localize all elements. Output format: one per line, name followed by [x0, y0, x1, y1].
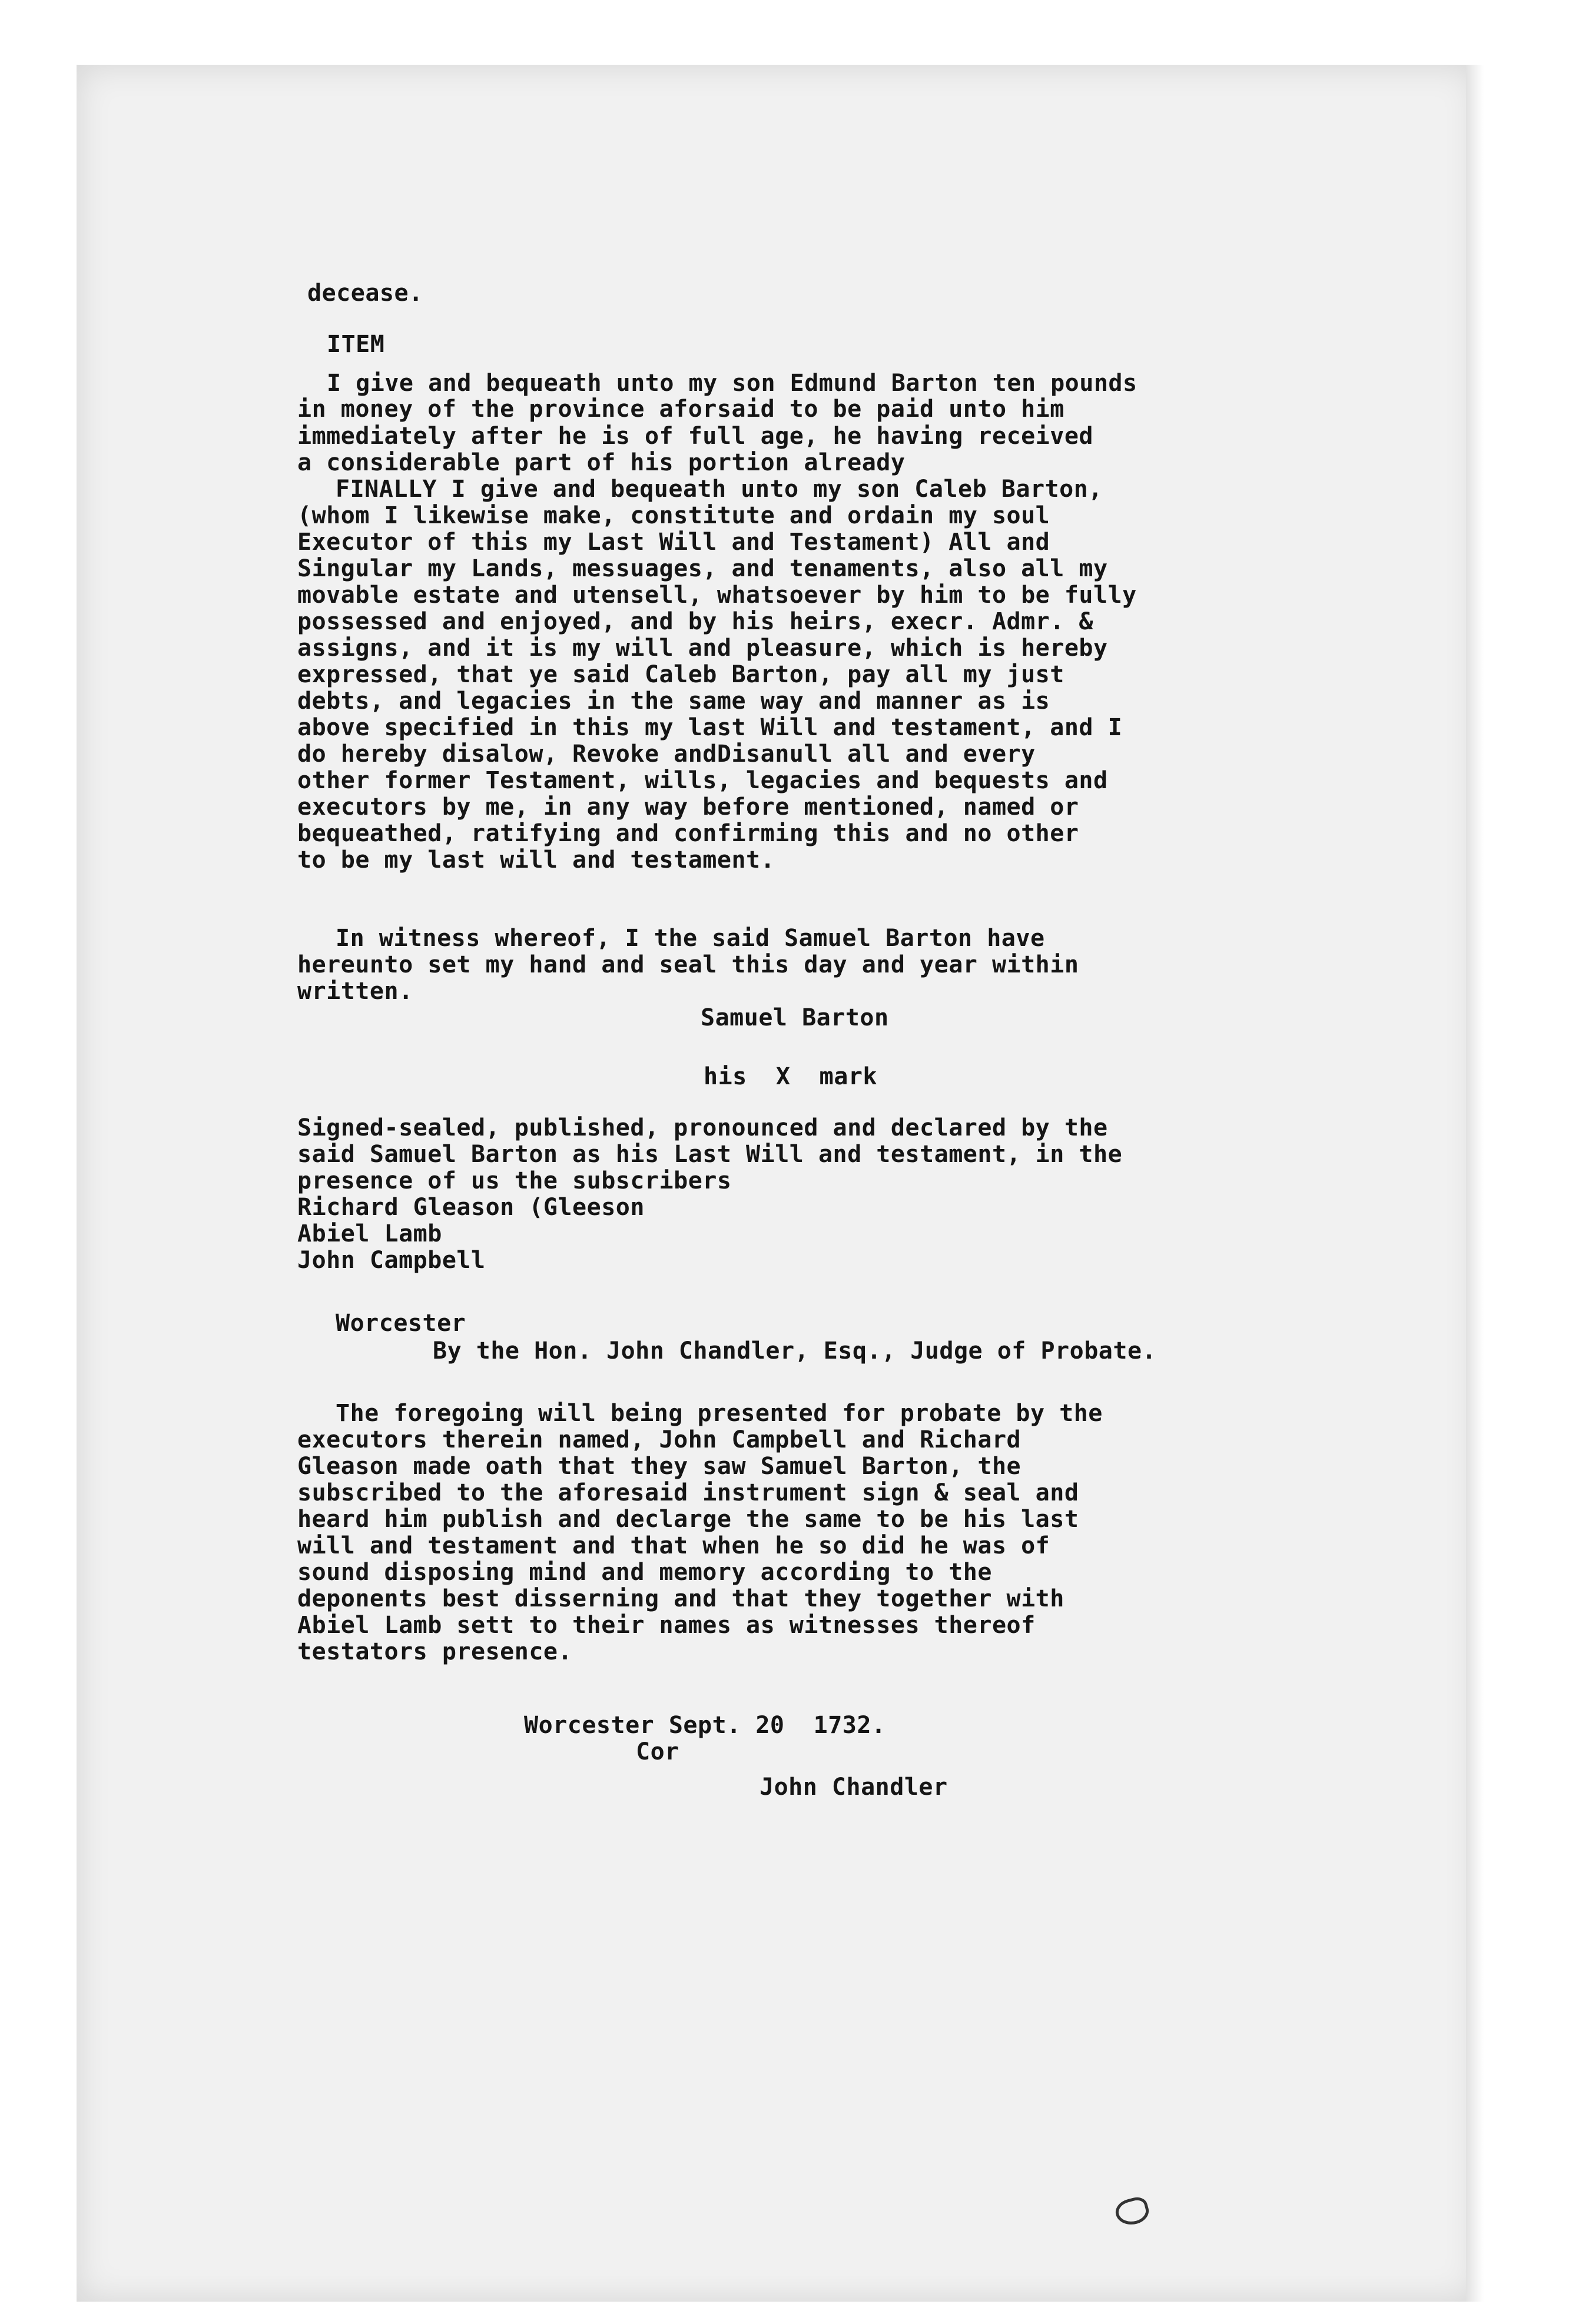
text-line: FINALLY I give and bequeath unto my son Caleb Barton, [336, 476, 1103, 503]
text-line: above specified in this my last Will and testament, and I [297, 714, 1123, 741]
text-line: to be my last will and testament. [297, 846, 775, 874]
text-line: debts, and legacies in the same way and manner as is [297, 688, 1050, 715]
text-line: do hereby disalow, Revoke andDisanull all and every [297, 741, 1036, 768]
text-line: hereunto set my hand and seal this day and year within [297, 951, 1079, 978]
text-line: subscribed to the aforesaid instrument sign & seal and [297, 1479, 1079, 1506]
text-line: presence of us the subscribers [297, 1167, 732, 1194]
signature-name: Samuel Barton [701, 1004, 889, 1031]
judge-signature: John Chandler [760, 1774, 948, 1801]
witness-name: Abiel Lamb [297, 1220, 442, 1247]
text-line: Gleason made oath that they saw Samuel Barton, the [297, 1453, 1022, 1480]
text-line: decease. [307, 280, 423, 307]
text-line: a considerable part of his portion already [297, 449, 906, 476]
text-line: will and testament and that when he so did he was of [297, 1532, 1050, 1559]
text-line: Cor [636, 1738, 679, 1765]
text-line: The foregoing will being presented for probate by the [336, 1400, 1103, 1427]
text-line: expressed, that ye said Caleb Barton, pay all my just [297, 661, 1064, 688]
text-line: executors by me, in any way before mentioned, named or [297, 794, 1079, 821]
text-line: immediately after he is of full age, he having received [297, 423, 1094, 450]
text-line: (whom I likewise make, constitute and ordain my soul [297, 502, 1050, 529]
text-line: written. [297, 978, 413, 1005]
text-line: testators presence. [297, 1638, 573, 1665]
text-line: Worcester [336, 1310, 466, 1337]
text-line: said Samuel Barton as his Last Will and testament, in the [297, 1141, 1123, 1168]
text-line: executors therein named, John Campbell and Richard [297, 1426, 1022, 1453]
item-heading: ITEM [327, 331, 385, 358]
text-line: Abiel Lamb sett to their names as witnesses thereof [297, 1612, 1036, 1639]
text-line: other former Testament, wills, legacies and bequests and [297, 767, 1108, 794]
text-line: bequeathed, ratifying and confirming this and no other [297, 820, 1079, 847]
text-line: Signed-sealed, published, pronounced and declared by the [297, 1114, 1108, 1141]
text-line: sound disposing mind and memory according to the [297, 1559, 992, 1586]
signature-mark: his X mark [704, 1063, 877, 1090]
date-line: Worcester Sept. 20 1732. [524, 1712, 886, 1739]
text-line: heard him publish and declarge the same to be his last [297, 1506, 1079, 1533]
text-line: in money of the province aforsaid to be paid unto him [297, 396, 1064, 423]
text-line: Executor of this my Last Will and Testament) All and [297, 529, 1050, 556]
text-line: deponents best disserning and that they together with [297, 1585, 1064, 1612]
witness-name: Richard Gleason (Gleeson [297, 1194, 645, 1221]
text-line: In witness whereof, I the said Samuel Barton have [336, 925, 1045, 952]
text-line: By the Hon. John Chandler, Esq., Judge of Probate. [433, 1337, 1157, 1364]
text-line: possessed and enjoyed, and by his heirs, execr. Admr. & [297, 608, 1094, 635]
text-line: assigns, and it is my will and pleasure, which is hereby [297, 635, 1108, 662]
text-line: Singular my Lands, messuages, and tenaments, also all my [297, 555, 1108, 582]
witness-name: John Campbell [297, 1247, 486, 1274]
text-line: I give and bequeath unto my son Edmund Barton ten pounds [327, 370, 1137, 397]
text-line: movable estate and utensell, whatsoever by him to be fully [297, 582, 1137, 609]
